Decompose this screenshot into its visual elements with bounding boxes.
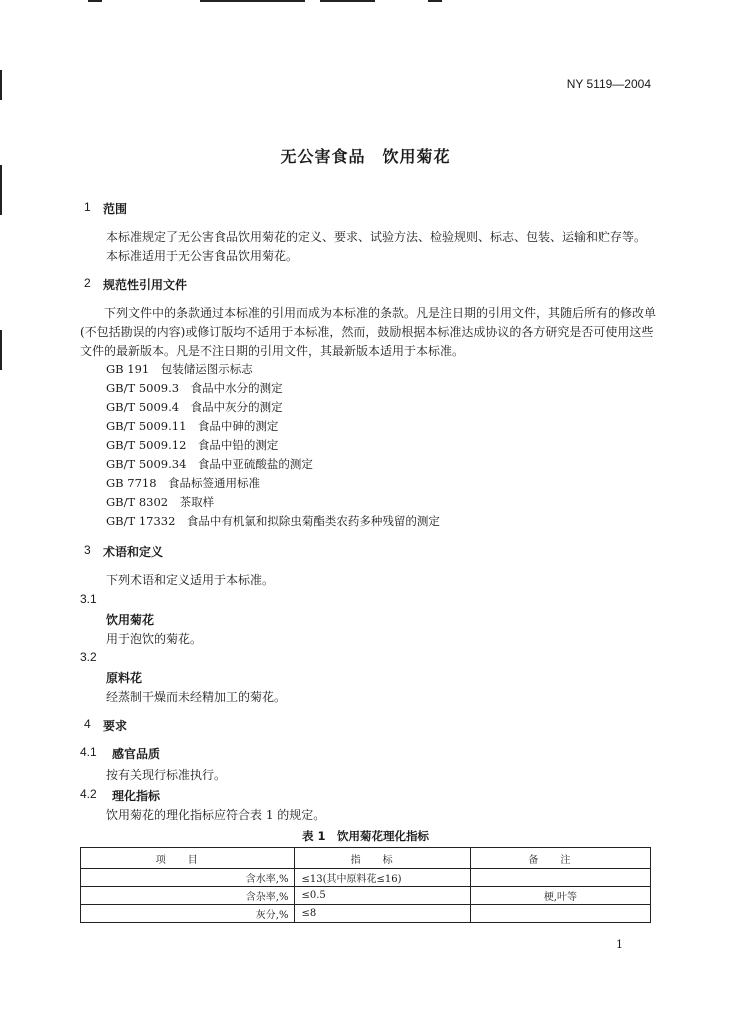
section-4-2-text: 饮用菊花的理化指标应符合表 1 的规定。 [106,808,326,822]
table-row [81,905,651,923]
table-cell: ≤0.5 [295,887,470,905]
section-4-2-heading: 理化指标 [112,789,161,803]
standard-number: NY 5119—2004 [566,77,651,91]
scan-edge-mark [320,0,375,2]
term-3-2-number: 3.2 [80,650,97,664]
table-row [81,887,651,905]
physicochemical-table [80,847,651,923]
section-2-paragraph: 下列文件中的条款通过本标准的引用而成为本标准的条款。凡是注日期的引用文件，其随后所有的修改单(不包括勘误的内容)或修订版均不适用于本标准，然而，鼓励根据本标准达成协议的各方研究是否可使用这些文件的最新版本。凡是不注日期的引用文件，其最新版本适用于本标准。 [80,306,657,358]
scan-edge-mark [88,0,102,2]
table-cell: 含杂率,% [81,887,295,905]
term-3-2-name: 原料花 [106,671,143,685]
section-3-heading: 术语和定义 [103,545,164,559]
term-3-1-name: 饮用菊花 [106,613,155,627]
section-2-heading: 规范性引用文件 [103,278,188,292]
table-cell: 梗,叶等 [470,887,650,905]
section-1-number: 1 [84,200,91,214]
table-cell [470,905,650,923]
section-2-number: 2 [84,276,91,290]
reference-item: GB/T 5009.34 食品中亚硫酸盐的测定 [106,457,313,471]
table-cell: 灰分,% [81,905,295,923]
table-cell [470,869,650,887]
table-cell: 含水率,% [81,869,295,887]
term-3-1-definition: 用于泡饮的菊花。 [106,632,203,646]
scan-edge-mark [0,165,2,215]
section-4-1-number: 4.1 [80,745,97,759]
table-header-cell: 项目 [81,848,295,869]
reference-item: GB 7718 食品标签通用标准 [106,476,261,490]
section-3-intro: 下列术语和定义适用于本标准。 [106,573,275,587]
section-1-heading: 范围 [103,202,128,216]
reference-item: GB/T 5009.11 食品中砷的测定 [106,419,279,433]
reference-item: GB 191 包装储运图示标志 [106,362,253,376]
section-4-1-heading: 感官品质 [112,747,161,761]
scan-edge-mark [200,0,305,2]
term-3-2-definition: 经蒸制干燥而未经精加工的菊花。 [106,690,287,704]
section-4-1-text: 按有关现行标准执行。 [106,768,227,782]
section-1-para-1: 本标准规定了无公害食品饮用菊花的定义、要求、试验方法、检验规则、标志、包装、运输和贮存等。 [106,230,647,244]
table-row [81,869,651,887]
reference-item: GB/T 5009.3 食品中水分的测定 [106,381,283,395]
section-3-number: 3 [84,543,91,557]
table-header-row [81,848,651,869]
document-title: 无公害食品 饮用菊花 [280,147,451,166]
page-number: 1 [616,938,623,951]
table-cell: ≤13(其中原料花≤16) [295,869,470,887]
section-1-para-2: 本标准适用于无公害食品饮用菊花。 [106,249,299,263]
table-header-cell: 备注 [470,848,650,869]
term-3-1-number: 3.1 [80,592,97,606]
table-header-cell: 指标 [295,848,470,869]
table-caption: 表 1 饮用菊花理化指标 [301,829,429,843]
scan-edge-mark [0,70,2,100]
section-4-2-number: 4.2 [80,787,97,801]
reference-item: GB/T 5009.4 食品中灰分的测定 [106,400,283,414]
reference-item: GB/T 17332 食品中有机氯和拟除虫菊酯类农药多种残留的测定 [106,514,440,528]
table-cell: ≤8 [295,905,470,923]
scan-edge-mark [428,0,442,2]
section-4-heading: 要求 [103,719,128,733]
section-4-number: 4 [84,717,91,731]
reference-item: GB/T 5009.12 食品中铅的测定 [106,438,279,452]
scan-edge-mark [0,330,2,370]
reference-item: GB/T 8302 茶取样 [106,495,215,509]
